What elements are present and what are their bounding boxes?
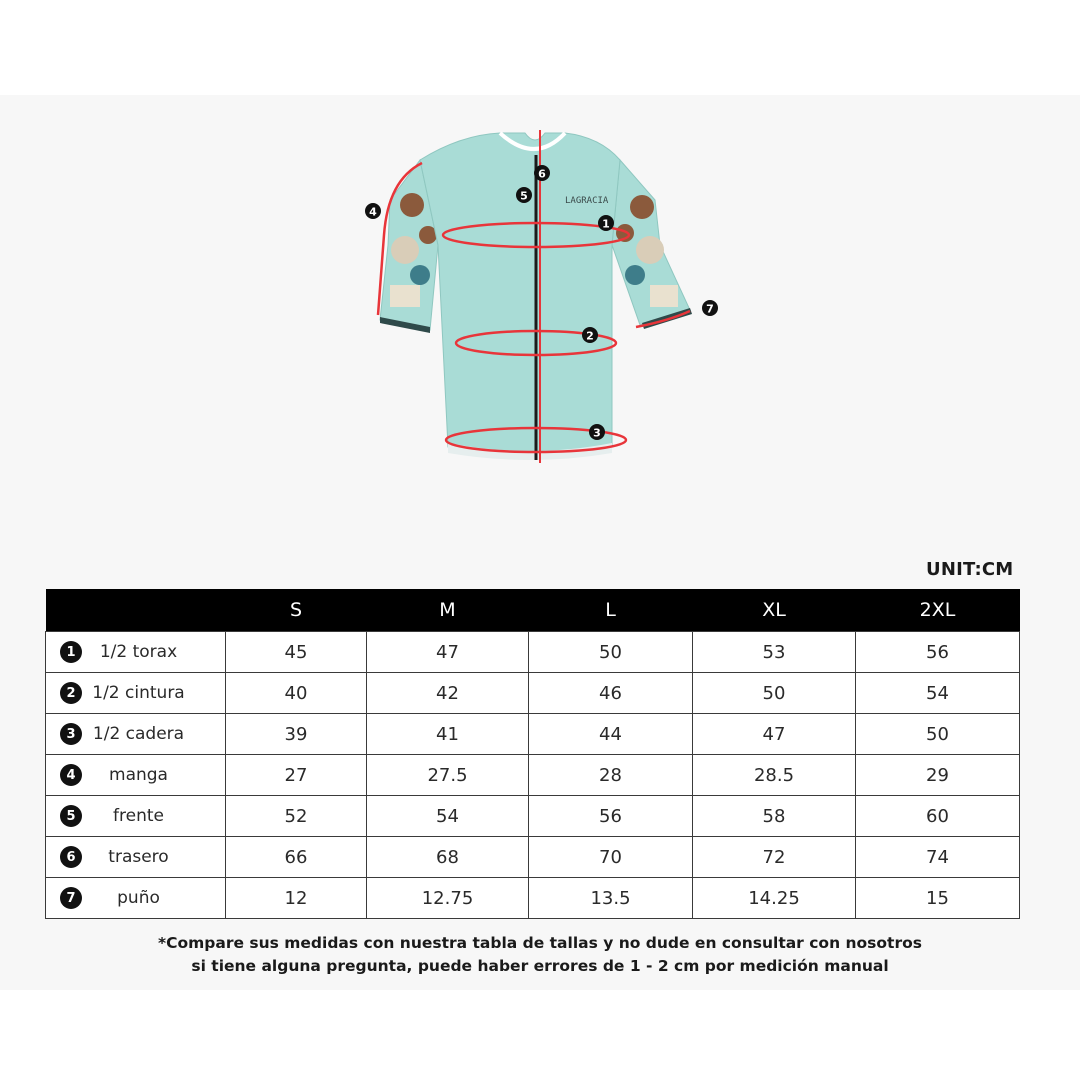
marker-4 <box>365 203 381 219</box>
table-row <box>46 714 1020 755</box>
table-cell: 46 <box>529 673 693 714</box>
table-cell: 29 <box>856 755 1020 796</box>
table-cell: 13.5 <box>529 878 693 919</box>
unit-label: UNIT:CM <box>926 559 1014 580</box>
table-row <box>46 673 1020 714</box>
note-line-1: *Compare sus medidas con nuestra tabla de tallas y no dude en consultar con nosotros <box>158 934 922 952</box>
svg-text:4: 4 <box>369 205 377 219</box>
disclaimer-note <box>0 932 1080 978</box>
svg-text:6: 6 <box>538 167 546 181</box>
marker-6 <box>534 165 550 181</box>
table-cell: 45 <box>226 632 367 673</box>
measure-name: 1/2 cintura <box>92 683 185 703</box>
measure-name: 1/2 torax <box>99 642 178 662</box>
measure-name: trasero <box>108 847 169 867</box>
table-cell: 47 <box>367 632 529 673</box>
jersey-body <box>420 133 620 453</box>
measure-name: puño <box>117 888 160 908</box>
table-row <box>46 878 1020 919</box>
table-row <box>46 837 1020 878</box>
table-cell: 56 <box>529 796 693 837</box>
marker-5 <box>516 187 532 203</box>
measure-name: 1/2 cadera <box>92 724 185 744</box>
jersey-brand: LAGRACIA <box>565 196 609 206</box>
table-cell: 50 <box>529 632 693 673</box>
marker-7 <box>702 300 718 316</box>
table-cell: 50 <box>693 673 856 714</box>
number-badge: 2 <box>60 682 82 704</box>
header-size-s: S <box>226 589 367 632</box>
row-label <box>46 632 226 673</box>
row-label <box>46 673 226 714</box>
note-line-2: si tiene alguna pregunta, puede haber errores de 1 - 2 cm por medición manual <box>191 957 889 975</box>
table-cell: 47 <box>693 714 856 755</box>
table-cell: 39 <box>226 714 367 755</box>
number-badge: 1 <box>60 641 82 663</box>
table-cell: 28.5 <box>693 755 856 796</box>
size-table <box>45 589 1020 919</box>
table-cell: 15 <box>856 878 1020 919</box>
table-cell: 41 <box>367 714 529 755</box>
table-cell: 44 <box>529 714 693 755</box>
svg-text:5: 5 <box>520 189 528 203</box>
measure-name: manga <box>109 765 168 785</box>
row-label <box>46 714 226 755</box>
table-cell: 56 <box>856 632 1020 673</box>
table-row <box>46 796 1020 837</box>
table-cell: 54 <box>367 796 529 837</box>
row-label <box>46 837 226 878</box>
header-size-m: M <box>367 589 529 632</box>
table-cell: 60 <box>856 796 1020 837</box>
table-cell: 42 <box>367 673 529 714</box>
table-header-row <box>46 589 1020 632</box>
header-size-l: L <box>529 589 693 632</box>
number-badge: 4 <box>60 764 82 786</box>
row-label <box>46 878 226 919</box>
row-label <box>46 796 226 837</box>
measure-name: frente <box>113 806 164 826</box>
header-blank <box>46 589 226 632</box>
table-cell: 66 <box>226 837 367 878</box>
svg-text:3: 3 <box>593 426 601 440</box>
marker-1 <box>598 215 614 231</box>
marker-3 <box>589 424 605 440</box>
table-cell: 74 <box>856 837 1020 878</box>
number-badge: 7 <box>60 887 82 909</box>
table-cell: 70 <box>529 837 693 878</box>
table-cell: 12.75 <box>367 878 529 919</box>
table-row <box>46 755 1020 796</box>
table-cell: 54 <box>856 673 1020 714</box>
number-badge: 3 <box>60 723 82 745</box>
table-cell: 52 <box>226 796 367 837</box>
table-cell: 27 <box>226 755 367 796</box>
table-cell: 72 <box>693 837 856 878</box>
table-cell: 50 <box>856 714 1020 755</box>
table-cell: 28 <box>529 755 693 796</box>
table-cell: 40 <box>226 673 367 714</box>
number-badge: 5 <box>60 805 82 827</box>
header-size-xl: XL <box>693 589 856 632</box>
table-cell: 58 <box>693 796 856 837</box>
header-size-2xl: 2XL <box>856 589 1020 632</box>
svg-text:7: 7 <box>706 302 714 316</box>
table-cell: 68 <box>367 837 529 878</box>
table-cell: 27.5 <box>367 755 529 796</box>
jersey-diagram <box>350 125 730 470</box>
table-row <box>46 632 1020 673</box>
row-label <box>46 755 226 796</box>
table-cell: 14.25 <box>693 878 856 919</box>
marker-2 <box>582 327 598 343</box>
table-cell: 12 <box>226 878 367 919</box>
svg-text:2: 2 <box>586 329 594 343</box>
number-badge: 6 <box>60 846 82 868</box>
table-cell: 53 <box>693 632 856 673</box>
svg-text:1: 1 <box>602 217 610 231</box>
